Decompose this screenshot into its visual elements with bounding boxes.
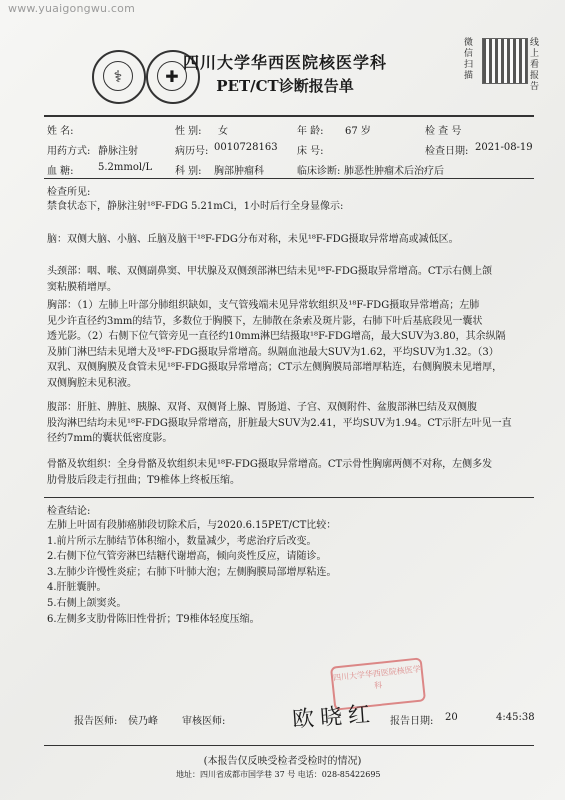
findings-divider bbox=[44, 497, 534, 498]
university-seal-icon: ⚕ bbox=[92, 50, 146, 104]
conclusion-line: 6.左侧多支肋骨陈旧性骨折；T9椎体轻度压缩。 bbox=[47, 613, 260, 625]
diag-value: 肺恶性肿瘤术后治疗后 bbox=[344, 166, 444, 177]
dept-label: 科 别: bbox=[175, 166, 202, 177]
drug-value: 静脉注射 bbox=[98, 146, 138, 157]
findings-bone bbox=[47, 457, 537, 488]
age-value: 67 岁 bbox=[345, 126, 371, 137]
chest-line: 双侧胸腔未见积液。 bbox=[47, 377, 137, 389]
abdomen-line: 股沟淋巴结均未见¹⁸F-FDG摄取异常增高，肝脏最大SUV为2.41，平均SUV为1.94。CT示肝左叶见一直 bbox=[47, 417, 512, 429]
brain-line: 脑：双侧大脑、小脑、丘脑及脑干¹⁸F-FDG分布对称，未见¹⁸F-FDG摄取异常增高或减低区。 bbox=[47, 234, 459, 245]
footer-divider bbox=[44, 745, 534, 746]
audit-doctor-label: 审核医师: bbox=[182, 716, 226, 727]
hospital-seal-icon: ✚ bbox=[146, 50, 200, 104]
qr-code-icon[interactable] bbox=[482, 38, 528, 84]
date-label: 检查日期: bbox=[425, 146, 469, 157]
conclusion-line: 5.右侧上颌窦炎。 bbox=[47, 597, 127, 609]
findings-brain bbox=[47, 232, 537, 248]
chest-line: 双乳、双侧胸膜及食管未见¹⁸F-FDG摄取异常增高；CT示左侧胸膜局部增厚粘连，右侧胸膜未见增厚， bbox=[47, 362, 503, 373]
case-label: 病历号: bbox=[175, 146, 209, 157]
bed-label: 床 号: bbox=[297, 146, 324, 157]
sugar-label: 血 糖: bbox=[47, 166, 74, 177]
report-date-value: 20 bbox=[445, 712, 458, 723]
chest-line: 及肺门淋巴结未见增大及¹⁸F-FDG摄取异常增高。纵隔血池最大SUV为1.62，平均SUV为1.32。（3） bbox=[47, 346, 499, 358]
top-divider bbox=[44, 115, 534, 117]
sex-label: 性 别: bbox=[175, 126, 202, 137]
chest-line: 胸部：（1）左肺上叶部分肺组织缺如，支气管残端未见异常软组织及¹⁸F-FDG摄取异常增高；左肺 bbox=[47, 300, 480, 311]
dept-value: 胸部肿瘤科 bbox=[214, 166, 264, 177]
abdomen-line: 径约7mm的囊状低密度影。 bbox=[47, 433, 173, 444]
conclusion-line: 3.左肺少许慢性炎症；右肺下叶肺大泡；左侧胸膜局部增厚粘连。 bbox=[47, 566, 337, 578]
chest-line: 透光影。（2）右侧下位气管旁见一直径约10mm淋巴结摄取¹⁸F-FDG增高，最大SUV为3.80，其余纵隔 bbox=[47, 331, 506, 342]
head-neck-line: 头颈部：咽、喉、双侧副鼻窦、甲状腺及双侧颈部淋巴结未见¹⁸F-FDG摄取异常增高。CT示右侧上颌 bbox=[47, 266, 493, 277]
sex-value: 女 bbox=[218, 126, 228, 137]
report-doctor-name: 侯乃峰 bbox=[128, 716, 158, 727]
diag-label: 临床诊断: bbox=[297, 166, 341, 177]
bone-line: 骨骼及软组织：全身骨骼及软组织未见¹⁸F-FDG摄取异常增高。CT示骨性胸廓两侧不对称，左侧多发 bbox=[47, 459, 493, 470]
date-value: 2021-08-19 bbox=[475, 142, 533, 153]
findings-head-neck bbox=[47, 264, 537, 295]
report-date-label: 报告日期: bbox=[390, 716, 434, 727]
report-doctor-label: 报告医师: bbox=[74, 716, 118, 727]
address-line: 地址：四川省成都市国学巷 37 号 电话：028-85422695 bbox=[176, 770, 381, 779]
conclusion-block bbox=[47, 518, 537, 627]
sugar-value: 5.2mmol/L bbox=[98, 162, 153, 173]
conclusion-line: 2.右侧下位气管旁淋巴结糖代谢增高，倾向炎性反应，请随诊。 bbox=[47, 551, 327, 563]
age-label: 年 龄: bbox=[297, 126, 324, 137]
qr-label-left: 微信扫描 bbox=[464, 38, 474, 81]
case-value: 0010728163 bbox=[214, 142, 278, 153]
report-title: PET/CT诊断报告单 bbox=[216, 77, 354, 95]
signature: 欧晓红 bbox=[291, 702, 377, 733]
findings-chest bbox=[47, 298, 537, 391]
bone-line: 肋骨肢后段走行扭曲；T9椎体上终板压缩。 bbox=[47, 474, 241, 486]
info-divider bbox=[44, 178, 534, 179]
findings-intro-line: 禁食状态下，静脉注射¹⁸F-FDG 5.21mCi，1小时后行全身显像示: bbox=[47, 201, 344, 212]
abdomen-line: 腹部：肝脏、脾脏、胰腺、双肾、双侧肾上腺、胃肠道、子宫、双侧附件、盆腹部淋巴结及双侧腹 bbox=[47, 402, 477, 413]
watermark: www.yuaigongwu.com bbox=[8, 2, 135, 15]
disclaimer-note: (本报告仅反映受检者受检时的情况) bbox=[203, 756, 362, 767]
conclusion-line: 1.前片所示左肺结节体积缩小，数量减少，考虑治疗后改变。 bbox=[47, 535, 317, 547]
chest-line: 见少许直径约3mm的结节，多数位于胸膜下，左肺散在条索及斑片影，右肺下叶后基底段见一囊状 bbox=[47, 315, 483, 327]
report-time-value: 4:45:38 bbox=[496, 712, 535, 723]
head-neck-line: 窦粘膜稍增厚。 bbox=[47, 281, 117, 293]
conclusion-label: 检查结论: bbox=[47, 506, 91, 517]
conclusion-line: 左肺上叶固有段肺癌肺段切除术后，与2020.6.15PET/CT比较： bbox=[47, 520, 337, 531]
department-stamp: 四川大学华西医院核医学科 bbox=[330, 657, 426, 710]
drug-label: 用药方式: bbox=[47, 146, 91, 157]
hospital-title: 四川大学华西医院核医学科 bbox=[182, 53, 387, 72]
check-label: 检 查 号 bbox=[425, 126, 462, 137]
findings-intro bbox=[47, 199, 537, 215]
qr-label-right: 线上看报告 bbox=[530, 38, 540, 92]
findings-label: 检查所见: bbox=[47, 187, 91, 198]
name-label: 姓 名: bbox=[47, 126, 74, 137]
findings-abdomen bbox=[47, 400, 537, 447]
conclusion-line: 4.肝脏囊肿。 bbox=[47, 582, 107, 594]
